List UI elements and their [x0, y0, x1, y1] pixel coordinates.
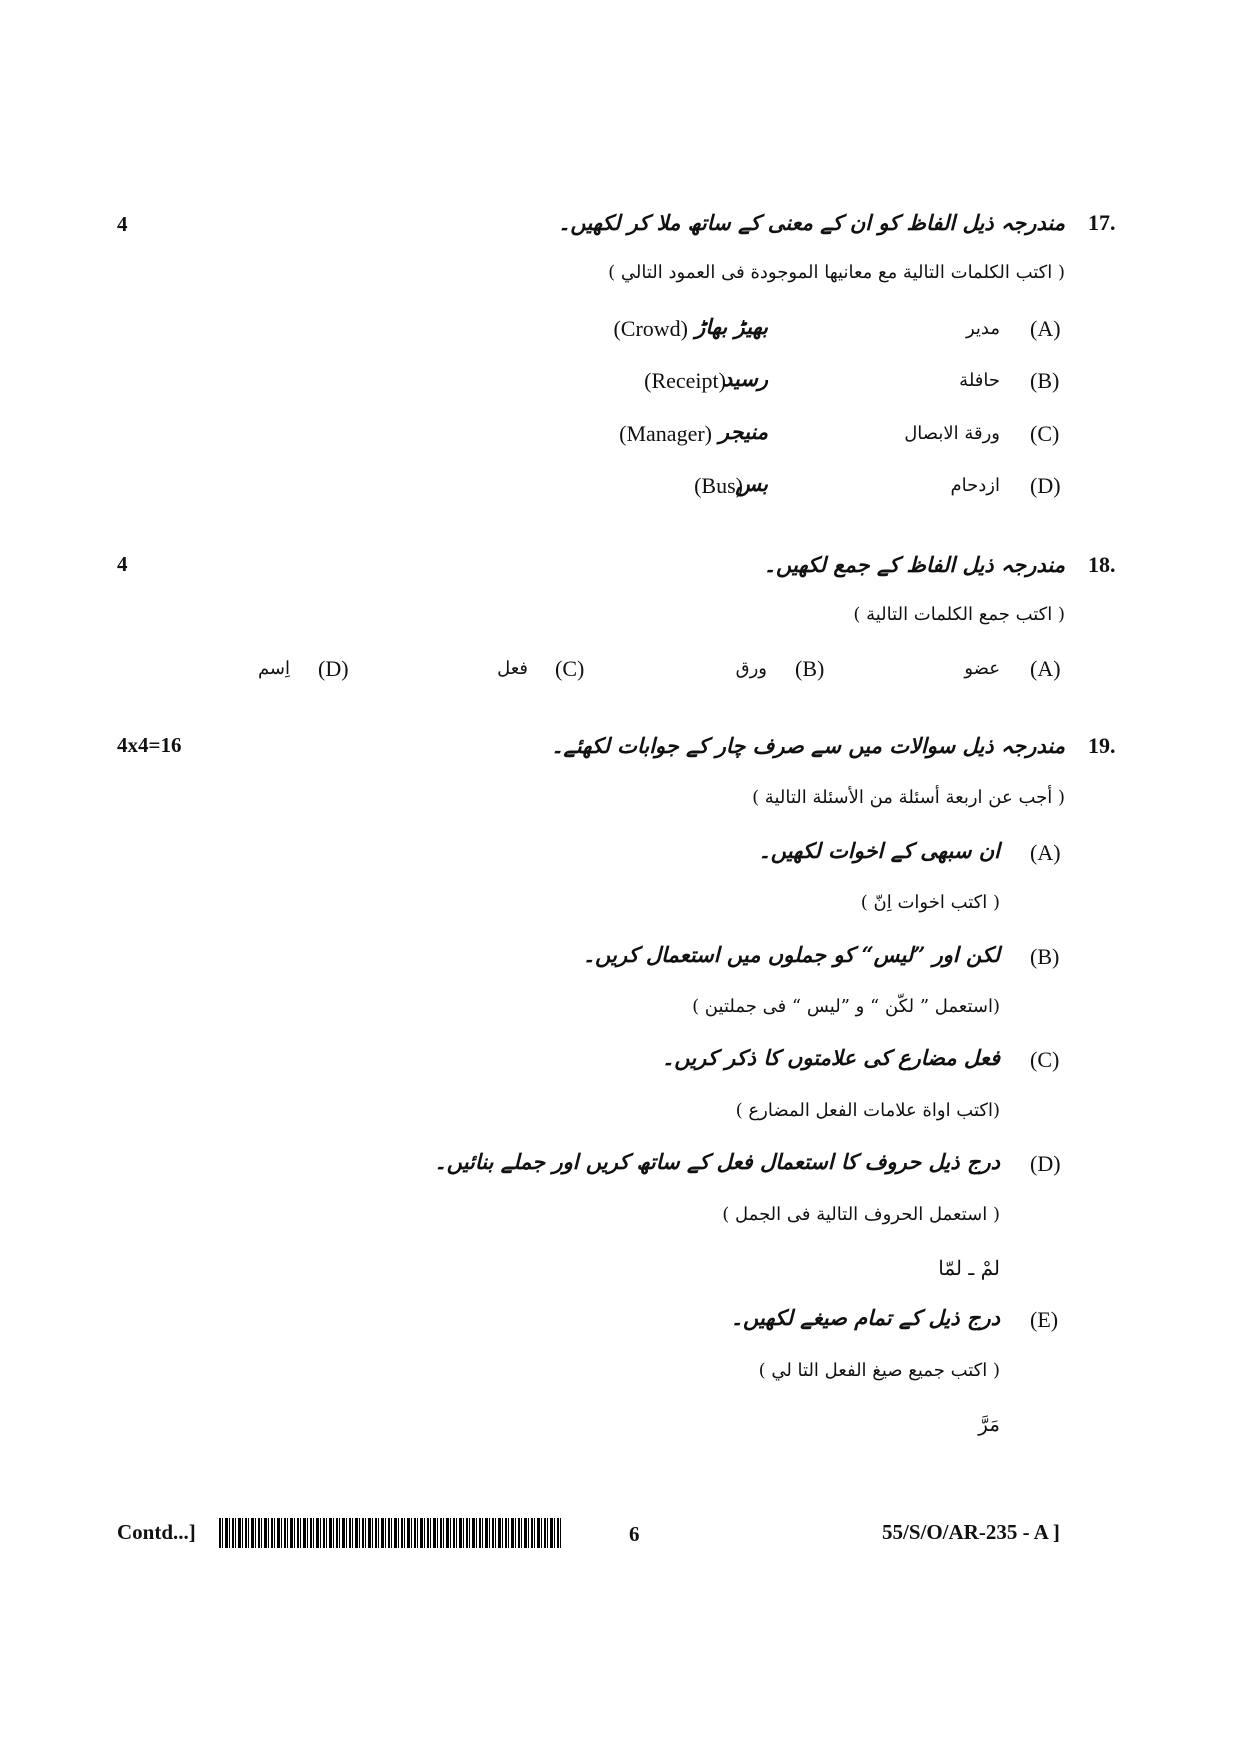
q18-item-label: (B) — [795, 656, 825, 681]
q18-item-word: فعل — [497, 658, 528, 679]
q19-part-arabic: ( اكتب جميع صيغ الفعل التا لي ) — [758, 1360, 1000, 1381]
paper-code: 55/S/O/AR-235 - A ] — [882, 1520, 1060, 1544]
q18-item-label: (D) — [318, 656, 349, 681]
q19-part-urdu: درج ذیل حروف کا استعمال فعل کے ساتھ کریں اور جملے بنائیں۔ — [434, 1149, 1000, 1174]
q19-part-example: مَرَّ — [978, 1412, 1000, 1436]
q19-part-urdu: ان سبھی کے اخوات لکھیں۔ — [758, 838, 1000, 863]
q18-item-label: (C) — [555, 656, 585, 681]
q17-item-urdu: بس — [735, 471, 768, 496]
q19-part-label: (B) — [1030, 944, 1060, 969]
q18-item-word: اِسم — [257, 658, 290, 679]
q18-item-word: عضو — [964, 658, 1000, 679]
q18-number: 18. — [1088, 552, 1116, 577]
q19-part-arabic: ( استعمل الحروف التالية فی الجمل ) — [722, 1204, 1000, 1225]
q17-item-arabic: ورقة الابصال — [904, 423, 1000, 444]
q19-part-label: (D) — [1030, 1151, 1061, 1176]
q18-marks: 4 — [117, 552, 128, 576]
q17-item-urdu: بھیڑ بھاڑ — [695, 314, 768, 339]
q19-part-urdu: فعل مضارع کی علامتوں کا ذکر کریں۔ — [662, 1045, 1000, 1070]
footer-contd: Contd...] — [117, 1520, 196, 1544]
page-number: 6 — [629, 1522, 640, 1546]
q19-part-arabic: (استعمل ” لكّن “ و ”ليس “ فی جملتين ) — [692, 996, 1000, 1017]
q18-urdu-instruction: مندرجہ ذیل الفاظ کے جمع لکھیں۔ — [763, 552, 1065, 577]
q17-item-english: (Receipt) — [644, 368, 726, 393]
q17-item-english: (Manager) — [619, 421, 712, 446]
q17-item-arabic: ازدحام — [950, 475, 1000, 496]
q17-marks: 4 — [117, 212, 128, 236]
q19-arabic-instruction: ( أجب عن اربعة أسئلة من الأسئلة التالية ) — [752, 787, 1065, 808]
q19-marks: 4x4=16 — [117, 733, 182, 757]
q19-part-label: (C) — [1030, 1047, 1060, 1072]
q17-item-label: (A) — [1030, 316, 1061, 341]
q19-part-label: (E) — [1030, 1307, 1059, 1332]
q19-part-example: لمْ ـ لمّا — [938, 1256, 1000, 1280]
q19-part-urdu: درج ذیل کے تمام صیغے لکھیں۔ — [730, 1305, 1000, 1330]
q19-part-urdu: لکن اور ”لیس“ کو جملوں میں استعمال کریں۔ — [582, 942, 1000, 967]
q18-item-word: ورق — [735, 658, 767, 679]
q18-item-label: (A) — [1030, 656, 1061, 681]
q19-part-arabic: ( اكتب اخوات اِنّ ) — [860, 892, 1000, 913]
q17-number: 17. — [1088, 210, 1116, 235]
q17-item-label: (C) — [1030, 421, 1060, 446]
q17-item-urdu: منیجر — [718, 419, 768, 444]
q17-urdu-instruction: مندرجہ ذیل الفاظ کو ان کے معنی کے ساتھ ملا کر لکھیں۔ — [558, 210, 1065, 235]
q19-number: 19. — [1088, 733, 1116, 758]
q18-arabic-instruction: ( اكتب جمع الكلمات التالية ) — [853, 604, 1065, 625]
q17-item-label: (B) — [1030, 368, 1060, 393]
barcode — [219, 1518, 563, 1548]
q17-arabic-instruction: ( اكتب الكلمات التالية مع معانيها الموجودة فی العمود التالي ) — [608, 262, 1065, 283]
q17-item-arabic: حافلة — [959, 370, 1000, 391]
q19-part-arabic: (اكتب اواة علامات الفعل المضارع ) — [735, 1100, 1000, 1121]
q17-item-english: (Crowd) — [613, 316, 688, 341]
q19-urdu-instruction: مندرجہ ذیل سوالات میں سے صرف چار کے جوابات لکھئے۔ — [551, 733, 1065, 758]
q17-item-english: (Bus) — [694, 473, 743, 498]
q17-item-urdu: رسید — [722, 366, 768, 391]
q19-part-label: (A) — [1030, 840, 1061, 865]
q17-item-arabic: مدير — [965, 318, 1000, 339]
q17-item-label: (D) — [1030, 473, 1061, 498]
